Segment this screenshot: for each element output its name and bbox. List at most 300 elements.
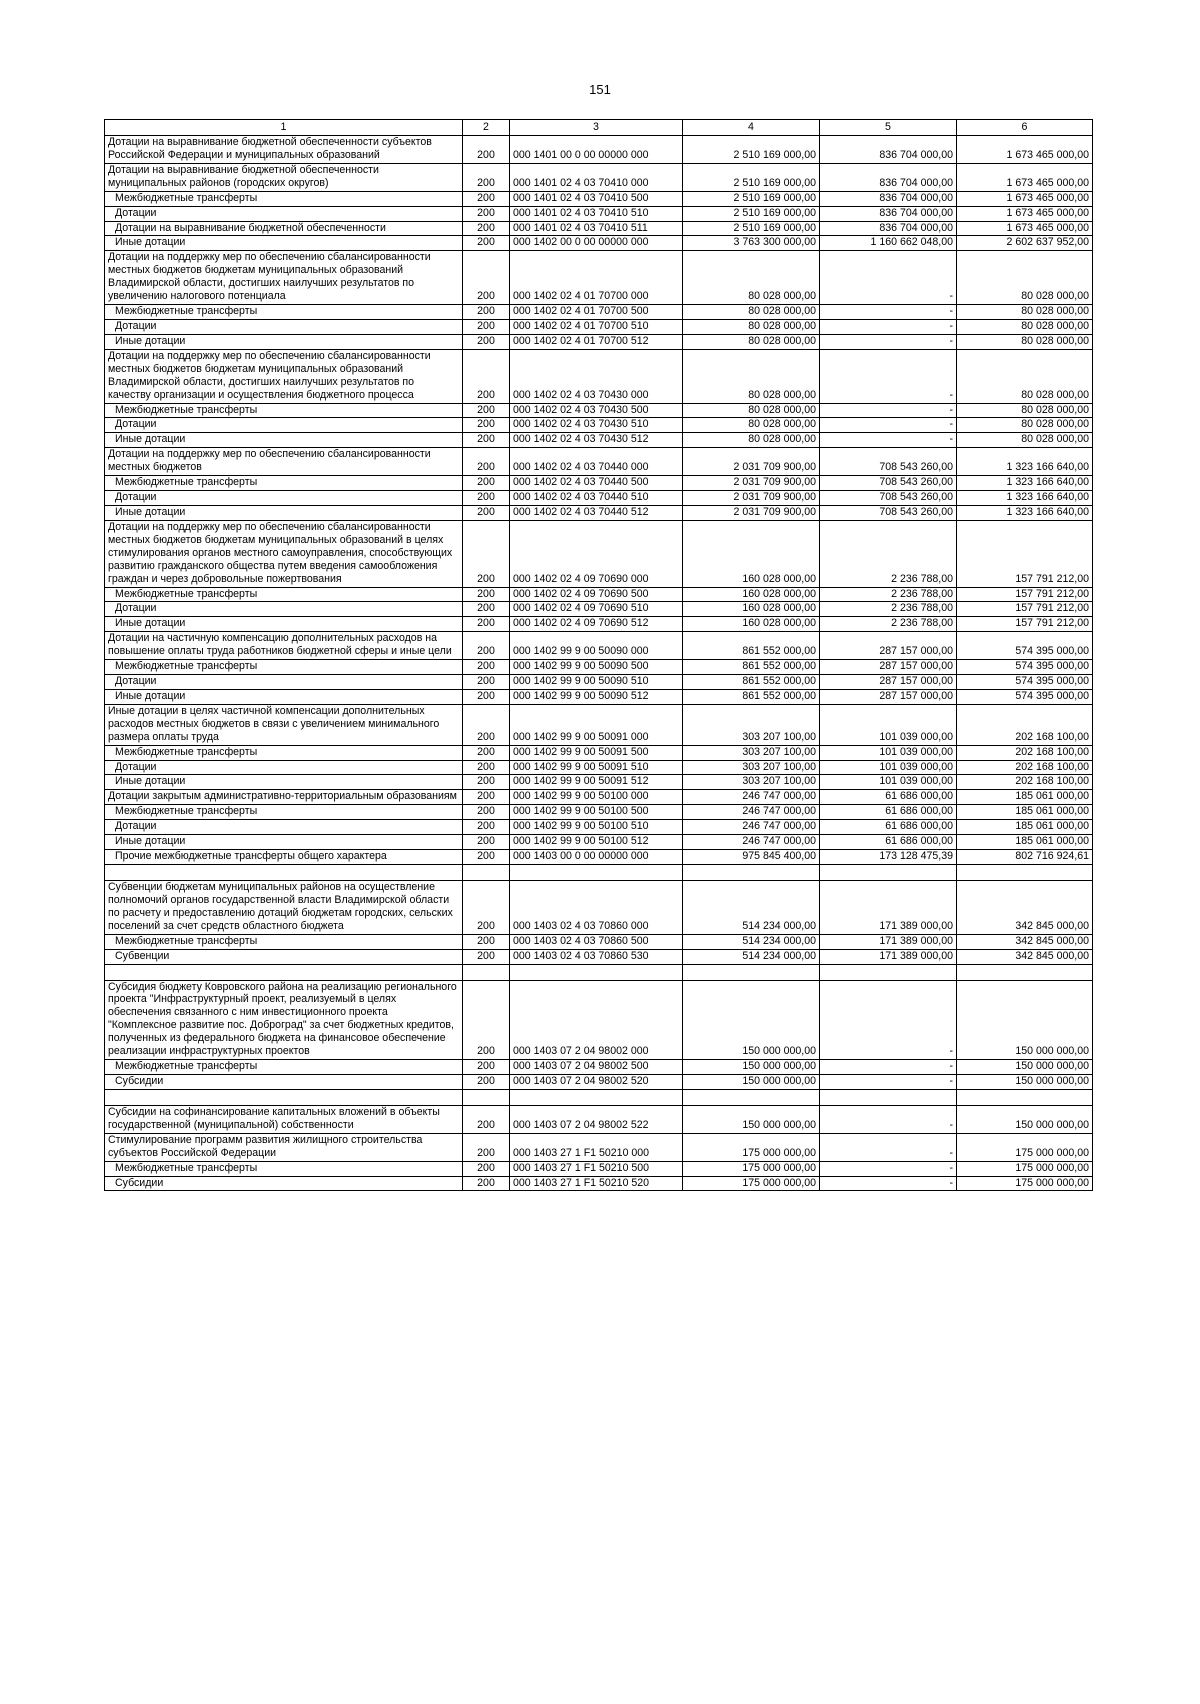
table-row	[105, 1133, 1093, 1161]
row-value-col5: 836 704 000,00	[820, 163, 957, 191]
row-name: Прочие межбюджетные трансферты общего характера	[105, 850, 463, 865]
row-value-col5: 708 543 260,00	[820, 505, 957, 520]
row-value-col6: 802 716 924,61	[957, 850, 1093, 865]
row-budget-code: 000 1402 02 4 09 70690 000	[510, 520, 683, 587]
row-admin-code: 200	[463, 660, 510, 675]
row-value-col4: 2 031 709 900,00	[683, 491, 820, 506]
row-name: Иные дотации	[105, 433, 463, 448]
row-value-col6: 1 673 465 000,00	[957, 163, 1093, 191]
row-value-col6: 1 673 465 000,00	[957, 191, 1093, 206]
row-value-col4: 175 000 000,00	[683, 1176, 820, 1191]
table-header-row	[105, 120, 1093, 136]
row-value-col6: 185 061 000,00	[957, 835, 1093, 850]
spacer-row	[105, 964, 1093, 980]
row-value-col4: 150 000 000,00	[683, 1075, 820, 1090]
budget-table	[104, 119, 1093, 1191]
row-admin-code: 200	[463, 632, 510, 660]
row-admin-code: 200	[463, 881, 510, 935]
row-admin-code: 200	[463, 1105, 510, 1133]
table-row	[105, 191, 1093, 206]
row-value-col4: 303 207 100,00	[683, 704, 820, 745]
row-value-col6: 1 673 465 000,00	[957, 221, 1093, 236]
row-admin-code: 200	[463, 505, 510, 520]
row-value-col6: 1 323 166 640,00	[957, 476, 1093, 491]
row-budget-code: 000 1402 99 9 00 50090 512	[510, 689, 683, 704]
row-budget-code: 000 1403 02 4 03 70860 000	[510, 881, 683, 935]
row-name: Дотации на частичную компенсацию дополнительных расходов на повышение оплаты труда работников бюджетной сферы и иные цели	[105, 632, 463, 660]
row-name: Межбюджетные трансферты	[105, 476, 463, 491]
row-value-col4: 514 234 000,00	[683, 949, 820, 964]
row-value-col4: 861 552 000,00	[683, 675, 820, 690]
row-budget-code: 000 1402 00 0 00 00000 000	[510, 236, 683, 251]
row-value-col5: -	[820, 251, 957, 305]
row-value-col4: 246 747 000,00	[683, 820, 820, 835]
row-name: Иные дотации	[105, 835, 463, 850]
row-value-col5: 101 039 000,00	[820, 775, 957, 790]
row-value-col6: 150 000 000,00	[957, 1105, 1093, 1133]
spacer-cell	[105, 964, 463, 980]
row-admin-code: 200	[463, 835, 510, 850]
row-admin-code: 200	[463, 1075, 510, 1090]
row-value-col4: 246 747 000,00	[683, 790, 820, 805]
row-admin-code: 200	[463, 587, 510, 602]
spacer-cell	[820, 964, 957, 980]
row-value-col6: 1 323 166 640,00	[957, 505, 1093, 520]
row-name: Дотации	[105, 820, 463, 835]
row-admin-code: 200	[463, 221, 510, 236]
row-name: Межбюджетные трансферты	[105, 305, 463, 320]
spacer-cell	[683, 1089, 820, 1105]
row-value-col5: -	[820, 319, 957, 334]
row-name: Субвенции бюджетам муниципальных районов на осуществление полномочий органов государственной власти Владимирской области по расчету и предоставлению дотаций бюджетам городских, сельских поселений за счет средств областного бюджета	[105, 881, 463, 935]
row-value-col4: 160 028 000,00	[683, 587, 820, 602]
row-budget-code: 000 1403 07 2 04 98002 500	[510, 1060, 683, 1075]
row-name: Межбюджетные трансферты	[105, 660, 463, 675]
spacer-cell	[957, 1089, 1093, 1105]
row-name: Дотации	[105, 319, 463, 334]
row-value-col6: 1 673 465 000,00	[957, 136, 1093, 164]
row-value-col5: 2 236 788,00	[820, 587, 957, 602]
row-value-col6: 175 000 000,00	[957, 1176, 1093, 1191]
row-value-col6: 80 028 000,00	[957, 251, 1093, 305]
row-value-col6: 2 602 637 952,00	[957, 236, 1093, 251]
row-name: Межбюджетные трансферты	[105, 934, 463, 949]
table-row	[105, 476, 1093, 491]
row-value-col6: 80 028 000,00	[957, 334, 1093, 349]
page-number: 151	[589, 82, 611, 97]
table-row	[105, 221, 1093, 236]
table-row	[105, 448, 1093, 476]
column-header: 2	[463, 120, 510, 136]
row-value-col4: 2 510 169 000,00	[683, 221, 820, 236]
table-row	[105, 704, 1093, 745]
row-admin-code: 200	[463, 602, 510, 617]
row-budget-code: 000 1401 00 0 00 00000 000	[510, 136, 683, 164]
column-header: 5	[820, 120, 957, 136]
row-value-col5: -	[820, 305, 957, 320]
row-admin-code: 200	[463, 1133, 510, 1161]
column-header: 1	[105, 120, 463, 136]
row-budget-code: 000 1401 02 4 03 70410 510	[510, 206, 683, 221]
row-name: Межбюджетные трансферты	[105, 745, 463, 760]
row-value-col4: 160 028 000,00	[683, 520, 820, 587]
row-value-col6: 150 000 000,00	[957, 980, 1093, 1060]
row-name: Иные дотации	[105, 689, 463, 704]
row-name: Дотации	[105, 206, 463, 221]
row-name: Межбюджетные трансферты	[105, 191, 463, 206]
row-name: Иные дотации	[105, 617, 463, 632]
table-row	[105, 689, 1093, 704]
row-value-col6: 157 791 212,00	[957, 617, 1093, 632]
row-admin-code: 200	[463, 617, 510, 632]
row-name: Субсидии	[105, 1075, 463, 1090]
row-value-col5: -	[820, 349, 957, 403]
row-value-col4: 246 747 000,00	[683, 805, 820, 820]
row-value-col6: 574 395 000,00	[957, 660, 1093, 675]
spacer-cell	[510, 865, 683, 881]
row-name: Дотации	[105, 760, 463, 775]
row-admin-code: 200	[463, 433, 510, 448]
spacer-cell	[463, 964, 510, 980]
row-value-col6: 574 395 000,00	[957, 675, 1093, 690]
row-admin-code: 200	[463, 403, 510, 418]
row-admin-code: 200	[463, 689, 510, 704]
row-budget-code: 000 1402 99 9 00 50091 510	[510, 760, 683, 775]
row-value-col6: 185 061 000,00	[957, 790, 1093, 805]
row-name: Дотации на выравнивание бюджетной обеспеченности муниципальных районов (городских округов)	[105, 163, 463, 191]
row-value-col4: 303 207 100,00	[683, 745, 820, 760]
table-row	[105, 1060, 1093, 1075]
row-admin-code: 200	[463, 349, 510, 403]
spacer-cell	[683, 865, 820, 881]
row-value-col6: 1 323 166 640,00	[957, 448, 1093, 476]
table-row	[105, 1161, 1093, 1176]
row-value-col4: 861 552 000,00	[683, 689, 820, 704]
spacer-cell	[510, 1089, 683, 1105]
table-row	[105, 660, 1093, 675]
spacer-row	[105, 865, 1093, 881]
row-value-col5: 61 686 000,00	[820, 835, 957, 850]
row-value-col6: 80 028 000,00	[957, 418, 1093, 433]
row-budget-code: 000 1403 27 1 F1 50210 500	[510, 1161, 683, 1176]
row-budget-code: 000 1402 02 4 09 70690 510	[510, 602, 683, 617]
table-row	[105, 835, 1093, 850]
row-value-col4: 2 510 169 000,00	[683, 206, 820, 221]
row-name: Субвенции	[105, 949, 463, 964]
row-value-col5: 171 389 000,00	[820, 934, 957, 949]
row-value-col6: 150 000 000,00	[957, 1075, 1093, 1090]
row-budget-code: 000 1402 02 4 03 70430 510	[510, 418, 683, 433]
row-value-col4: 2 031 709 900,00	[683, 505, 820, 520]
row-budget-code: 000 1402 99 9 00 50090 510	[510, 675, 683, 690]
table-row	[105, 1105, 1093, 1133]
row-value-col5: 171 389 000,00	[820, 881, 957, 935]
row-budget-code: 000 1402 99 9 00 50091 000	[510, 704, 683, 745]
table-row	[105, 403, 1093, 418]
row-value-col4: 80 028 000,00	[683, 251, 820, 305]
row-name: Межбюджетные трансферты	[105, 587, 463, 602]
table-row	[105, 745, 1093, 760]
row-value-col4: 80 028 000,00	[683, 418, 820, 433]
row-budget-code: 000 1401 02 4 03 70410 500	[510, 191, 683, 206]
row-budget-code: 000 1402 02 4 09 70690 512	[510, 617, 683, 632]
row-admin-code: 200	[463, 236, 510, 251]
row-value-col6: 157 791 212,00	[957, 587, 1093, 602]
row-budget-code: 000 1402 02 4 03 70440 512	[510, 505, 683, 520]
row-value-col5: -	[820, 433, 957, 448]
spacer-cell	[510, 964, 683, 980]
row-value-col5: 173 128 475,39	[820, 850, 957, 865]
row-value-col4: 2 031 709 900,00	[683, 476, 820, 491]
table-row	[105, 980, 1093, 1060]
table-row	[105, 206, 1093, 221]
row-value-col4: 80 028 000,00	[683, 403, 820, 418]
row-value-col5: -	[820, 980, 957, 1060]
row-value-col5: 61 686 000,00	[820, 805, 957, 820]
row-value-col4: 80 028 000,00	[683, 305, 820, 320]
row-value-col4: 303 207 100,00	[683, 775, 820, 790]
table-row	[105, 602, 1093, 617]
row-value-col5: -	[820, 1161, 957, 1176]
row-budget-code: 000 1403 07 2 04 98002 522	[510, 1105, 683, 1133]
row-value-col6: 574 395 000,00	[957, 689, 1093, 704]
row-budget-code: 000 1403 07 2 04 98002 000	[510, 980, 683, 1060]
row-admin-code: 200	[463, 520, 510, 587]
table-row	[105, 790, 1093, 805]
row-value-col6: 80 028 000,00	[957, 403, 1093, 418]
row-budget-code: 000 1402 99 9 00 50100 500	[510, 805, 683, 820]
row-value-col6: 150 000 000,00	[957, 1060, 1093, 1075]
row-budget-code: 000 1402 02 4 01 70700 000	[510, 251, 683, 305]
row-admin-code: 200	[463, 476, 510, 491]
spacer-cell	[957, 964, 1093, 980]
table-row	[105, 163, 1093, 191]
row-admin-code: 200	[463, 980, 510, 1060]
row-value-col5: 61 686 000,00	[820, 790, 957, 805]
row-name: Дотации на поддержку мер по обеспечению сбалансированности местных бюджетов бюджетам муниципальных образований Владимирской области, достигших наилучших результатов по увеличению налогового потенциала	[105, 251, 463, 305]
row-name: Межбюджетные трансферты	[105, 403, 463, 418]
row-budget-code: 000 1403 27 1 F1 50210 000	[510, 1133, 683, 1161]
row-value-col5: 287 157 000,00	[820, 660, 957, 675]
row-value-col4: 80 028 000,00	[683, 433, 820, 448]
row-value-col5: 287 157 000,00	[820, 675, 957, 690]
row-value-col6: 157 791 212,00	[957, 602, 1093, 617]
row-value-col6: 342 845 000,00	[957, 881, 1093, 935]
spacer-cell	[463, 865, 510, 881]
spacer-cell	[463, 1089, 510, 1105]
row-value-col6: 202 168 100,00	[957, 775, 1093, 790]
row-value-col6: 185 061 000,00	[957, 820, 1093, 835]
row-name: Дотации на поддержку мер по обеспечению сбалансированности местных бюджетов бюджетам муниципальных образований Владимирской области, достигших наилучших результатов по качеству организации и осуществления бюджетного процесса	[105, 349, 463, 403]
row-budget-code: 000 1402 99 9 00 50091 512	[510, 775, 683, 790]
table-row	[105, 520, 1093, 587]
table-row	[105, 805, 1093, 820]
row-budget-code: 000 1403 02 4 03 70860 500	[510, 934, 683, 949]
row-admin-code: 200	[463, 163, 510, 191]
row-value-col4: 150 000 000,00	[683, 980, 820, 1060]
row-value-col4: 975 845 400,00	[683, 850, 820, 865]
table-row	[105, 760, 1093, 775]
row-budget-code: 000 1401 02 4 03 70410 000	[510, 163, 683, 191]
table-row	[105, 949, 1093, 964]
row-admin-code: 200	[463, 760, 510, 775]
spacer-cell	[105, 1089, 463, 1105]
row-value-col5: 171 389 000,00	[820, 949, 957, 964]
table-row	[105, 1176, 1093, 1191]
row-name: Иные дотации	[105, 334, 463, 349]
row-budget-code: 000 1403 07 2 04 98002 520	[510, 1075, 683, 1090]
row-value-col5: -	[820, 334, 957, 349]
row-admin-code: 200	[463, 206, 510, 221]
column-header: 4	[683, 120, 820, 136]
row-budget-code: 000 1402 02 4 09 70690 500	[510, 587, 683, 602]
column-header: 3	[510, 120, 683, 136]
row-value-col6: 202 168 100,00	[957, 745, 1093, 760]
row-value-col4: 2 031 709 900,00	[683, 448, 820, 476]
row-value-col5: 287 157 000,00	[820, 689, 957, 704]
row-name: Дотации на поддержку мер по обеспечению сбалансированности местных бюджетов бюджетам муниципальных образований в целях стимулирования органов местного самоуправления, способствующих развитию гражданского общества путем введения самообложения граждан и через добровольные пожертвования	[105, 520, 463, 587]
row-value-col6: 157 791 212,00	[957, 520, 1093, 587]
row-budget-code: 000 1402 02 4 03 70430 500	[510, 403, 683, 418]
table-row	[105, 251, 1093, 305]
row-name: Дотации	[105, 491, 463, 506]
row-budget-code: 000 1402 02 4 01 70700 500	[510, 305, 683, 320]
row-value-col5: 61 686 000,00	[820, 820, 957, 835]
table-row	[105, 632, 1093, 660]
row-name: Субсидии на софинансирование капитальных вложений в объекты государственной (муниципальной) собственности	[105, 1105, 463, 1133]
row-name: Субсидия бюджету Ковровского района на реализацию регионального проекта "Инфраструктурный проект, реализуемый в целях обеспечения связанного с ним инвестиционного проекта "Комплексное развитие пос. Доброград" за счет бюджетных кредитов, полученных из федерального бюджета на финансовое обеспечение реализации инфраструктурных проектов	[105, 980, 463, 1060]
row-value-col6: 1 323 166 640,00	[957, 491, 1093, 506]
row-admin-code: 200	[463, 191, 510, 206]
row-budget-code: 000 1402 02 4 03 70440 000	[510, 448, 683, 476]
table-row	[105, 820, 1093, 835]
row-value-col6: 202 168 100,00	[957, 760, 1093, 775]
row-value-col6: 80 028 000,00	[957, 305, 1093, 320]
row-name: Иные дотации в целях частичной компенсации дополнительных расходов местных бюджетов в связи с увеличением минимального размера оплаты труда	[105, 704, 463, 745]
row-value-col5: 708 543 260,00	[820, 448, 957, 476]
row-value-col4: 175 000 000,00	[683, 1161, 820, 1176]
row-budget-code: 000 1403 27 1 F1 50210 520	[510, 1176, 683, 1191]
row-value-col6: 80 028 000,00	[957, 433, 1093, 448]
row-value-col5: 2 236 788,00	[820, 602, 957, 617]
row-budget-code: 000 1402 02 4 03 70430 512	[510, 433, 683, 448]
row-admin-code: 200	[463, 704, 510, 745]
row-name: Субсидии	[105, 1176, 463, 1191]
table-row	[105, 675, 1093, 690]
row-name: Дотации на выравнивание бюджетной обеспеченности	[105, 221, 463, 236]
row-name: Стимулирование программ развития жилищного строительства субъектов Российской Федерации	[105, 1133, 463, 1161]
row-value-col4: 80 028 000,00	[683, 334, 820, 349]
row-name: Иные дотации	[105, 505, 463, 520]
row-admin-code: 200	[463, 675, 510, 690]
row-admin-code: 200	[463, 850, 510, 865]
row-name: Дотации	[105, 418, 463, 433]
row-value-col5: 708 543 260,00	[820, 476, 957, 491]
row-admin-code: 200	[463, 745, 510, 760]
row-name: Дотации	[105, 602, 463, 617]
row-value-col6: 185 061 000,00	[957, 805, 1093, 820]
row-value-col5: 836 704 000,00	[820, 206, 957, 221]
row-value-col5: 1 160 662 048,00	[820, 236, 957, 251]
row-name: Межбюджетные трансферты	[105, 1161, 463, 1176]
row-admin-code: 200	[463, 934, 510, 949]
row-budget-code: 000 1401 02 4 03 70410 511	[510, 221, 683, 236]
row-value-col4: 3 763 300 000,00	[683, 236, 820, 251]
row-value-col4: 160 028 000,00	[683, 602, 820, 617]
row-value-col4: 861 552 000,00	[683, 660, 820, 675]
row-budget-code: 000 1402 99 9 00 50100 510	[510, 820, 683, 835]
table-row	[105, 617, 1093, 632]
row-budget-code: 000 1402 02 4 03 70440 510	[510, 491, 683, 506]
table-row	[105, 305, 1093, 320]
row-value-col6: 574 395 000,00	[957, 632, 1093, 660]
row-admin-code: 200	[463, 305, 510, 320]
table-row	[105, 334, 1093, 349]
row-value-col5: 836 704 000,00	[820, 221, 957, 236]
row-value-col4: 2 510 169 000,00	[683, 163, 820, 191]
row-value-col4: 246 747 000,00	[683, 835, 820, 850]
row-value-col4: 175 000 000,00	[683, 1133, 820, 1161]
row-budget-code: 000 1402 02 4 01 70700 510	[510, 319, 683, 334]
row-value-col5: -	[820, 1105, 957, 1133]
row-value-col5: 101 039 000,00	[820, 704, 957, 745]
row-admin-code: 200	[463, 334, 510, 349]
row-budget-code: 000 1402 99 9 00 50090 000	[510, 632, 683, 660]
row-value-col6: 202 168 100,00	[957, 704, 1093, 745]
spacer-cell	[105, 865, 463, 881]
row-admin-code: 200	[463, 136, 510, 164]
row-value-col6: 342 845 000,00	[957, 949, 1093, 964]
row-value-col5: 836 704 000,00	[820, 191, 957, 206]
row-admin-code: 200	[463, 448, 510, 476]
row-value-col4: 80 028 000,00	[683, 319, 820, 334]
table-row	[105, 587, 1093, 602]
row-name: Иные дотации	[105, 236, 463, 251]
table-row	[105, 136, 1093, 164]
row-budget-code: 000 1402 02 4 03 70430 000	[510, 349, 683, 403]
row-admin-code: 200	[463, 805, 510, 820]
row-budget-code: 000 1403 02 4 03 70860 530	[510, 949, 683, 964]
row-admin-code: 200	[463, 949, 510, 964]
row-admin-code: 200	[463, 319, 510, 334]
row-value-col5: -	[820, 1060, 957, 1075]
row-value-col6: 1 673 465 000,00	[957, 206, 1093, 221]
table-row	[105, 236, 1093, 251]
table-row	[105, 881, 1093, 935]
row-value-col4: 2 510 169 000,00	[683, 191, 820, 206]
row-name: Межбюджетные трансферты	[105, 1060, 463, 1075]
row-name: Иные дотации	[105, 775, 463, 790]
spacer-cell	[683, 964, 820, 980]
column-header: 6	[957, 120, 1093, 136]
row-value-col6: 80 028 000,00	[957, 319, 1093, 334]
row-admin-code: 200	[463, 775, 510, 790]
row-budget-code: 000 1402 02 4 03 70440 500	[510, 476, 683, 491]
row-value-col4: 514 234 000,00	[683, 881, 820, 935]
row-value-col4: 2 510 169 000,00	[683, 136, 820, 164]
table-row	[105, 850, 1093, 865]
row-value-col4: 160 028 000,00	[683, 617, 820, 632]
row-value-col5: -	[820, 1133, 957, 1161]
row-value-col5: 836 704 000,00	[820, 136, 957, 164]
row-value-col5: 708 543 260,00	[820, 491, 957, 506]
row-name: Дотации на выравнивание бюджетной обеспеченности субъектов Российской Федерации и муниципальных образований	[105, 136, 463, 164]
row-value-col6: 175 000 000,00	[957, 1161, 1093, 1176]
table-row	[105, 1075, 1093, 1090]
row-budget-code: 000 1402 99 9 00 50090 500	[510, 660, 683, 675]
table-row	[105, 505, 1093, 520]
table-row	[105, 319, 1093, 334]
